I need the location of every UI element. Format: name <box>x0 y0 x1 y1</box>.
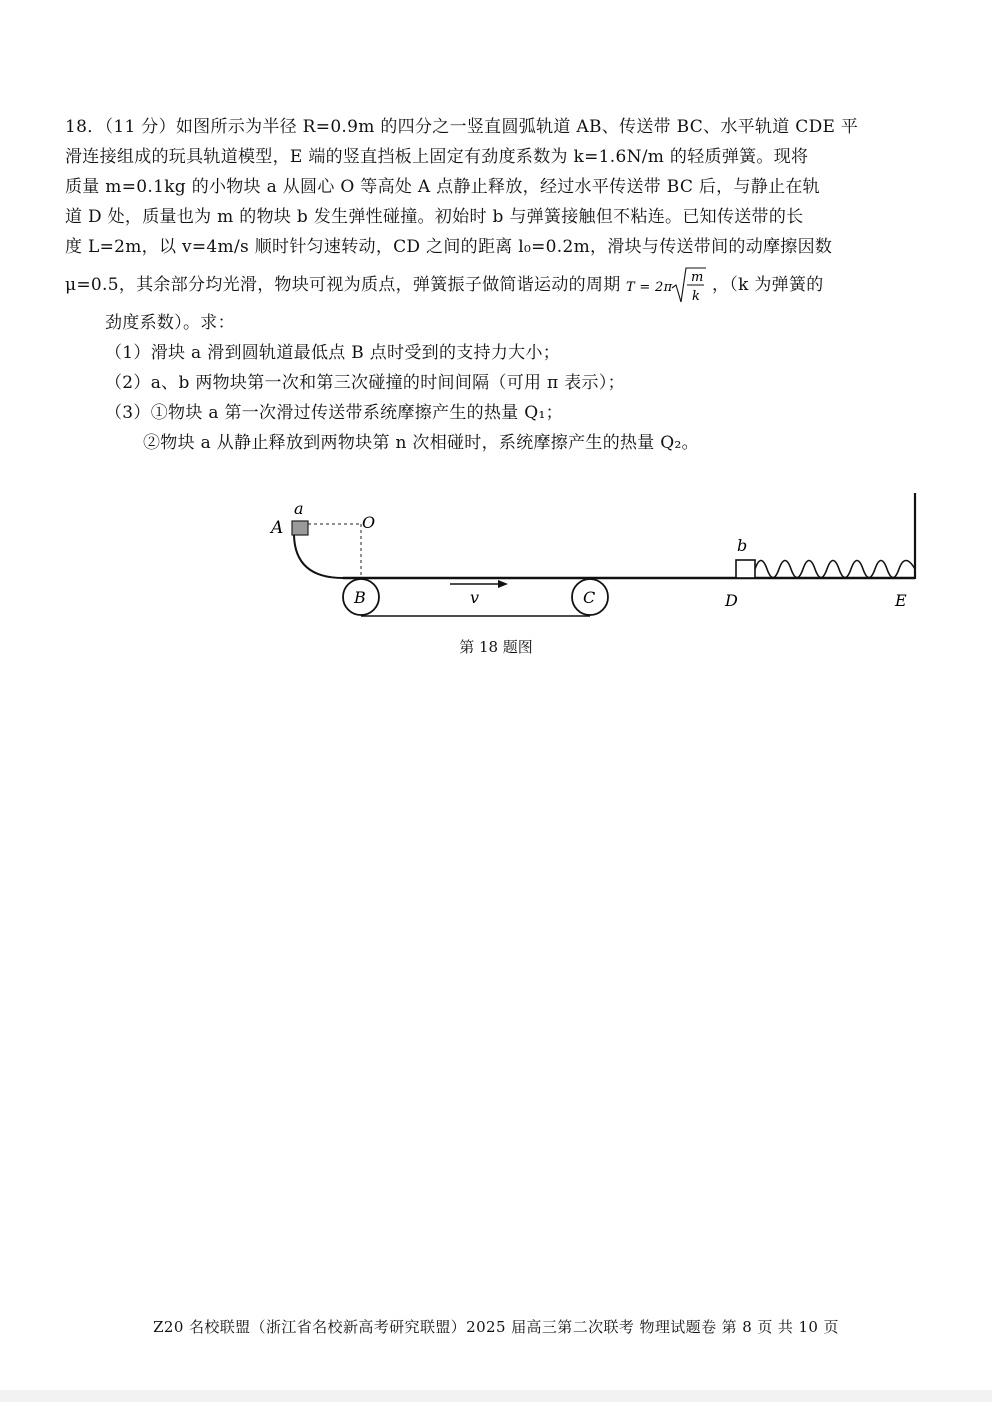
label-D: D <box>725 591 738 610</box>
label-O: O <box>362 513 376 532</box>
label-B: B <box>354 588 366 607</box>
formula-numerator: m <box>691 269 704 285</box>
question-18 <box>65 112 935 458</box>
scan-edge <box>0 1390 992 1402</box>
question-line-2: 滑连接组成的玩具轨道模型，E 端的竖直挡板上固定有劲度系数为 k=1.6N/m 的轻质弹簧。现将 <box>65 147 809 167</box>
question-line-6-tail: ，（k 为弹簧的 <box>711 275 824 295</box>
question-line-1: 18．（11 分）如图所示为半径 R=0.9m 的四分之一竖直圆弧轨道 AB、传送带 BC、水平轨道 CDE 平 <box>65 117 859 137</box>
question-line-3: 质量 m=0.1kg 的小物块 a 从圆心 O 等高处 A 点静止释放，经过水平传送带 BC 后，与静止在轨 <box>65 177 820 197</box>
label-v: v <box>470 588 480 607</box>
track-diagram <box>265 488 925 618</box>
sub-question-3: （3）①物块 a 第一次滑过传送带系统摩擦产生的热量 Q₁； <box>105 403 563 423</box>
page-footer: Z20 名校联盟（浙江省名校新高考研究联盟）2025 届高三第二次联考 物理试题卷 第 8 页 共 10 页 <box>153 1318 839 1336</box>
spring <box>755 561 915 578</box>
sub-question-2: （2）a、b 两物块第一次和第三次碰撞的时间间隔（可用 π 表示）； <box>105 373 625 393</box>
figure-caption: 第 18 题图 <box>459 638 533 656</box>
question-line-6-text: μ=0.5，其余部分均光滑，物块可视为质点，弹簧振子做简谐运动的周期 <box>65 275 621 295</box>
sub-question-3-part-2: ②物块 a 从静止释放到两物块第 n 次相碰时，系统摩擦产生的热量 Q₂。 <box>143 433 699 453</box>
label-E: E <box>895 591 907 610</box>
label-a: a <box>294 499 304 518</box>
label-A: A <box>271 518 284 538</box>
arc-track-ab <box>294 535 343 578</box>
block-a <box>292 521 308 535</box>
sub-question-1: （1）滑块 a 滑到圆轨道最低点 B 点时受到的支持力大小； <box>105 343 561 363</box>
velocity-arrowhead <box>498 580 508 588</box>
formula-denominator: k <box>692 288 701 304</box>
period-formula <box>626 264 706 308</box>
question-line-4: 道 D 处，质量也为 m 的物块 b 发生弹性碰撞。初始时 b 与弹簧接触但不粘连。已知传送带的长 <box>65 207 804 227</box>
formula-lhs: T = 2π <box>626 279 673 295</box>
question-line-5: 度 L=2m，以 v=4m/s 顺时针匀速转动，CD 之间的距离 l₀=0.2m，滑块与传送带间的动摩擦因数 <box>65 237 833 257</box>
label-b: b <box>737 536 748 555</box>
question-line-6 <box>65 262 935 308</box>
block-b <box>736 560 755 578</box>
question-line-7: 劲度系数）。求： <box>105 313 235 333</box>
label-C: C <box>583 588 596 607</box>
